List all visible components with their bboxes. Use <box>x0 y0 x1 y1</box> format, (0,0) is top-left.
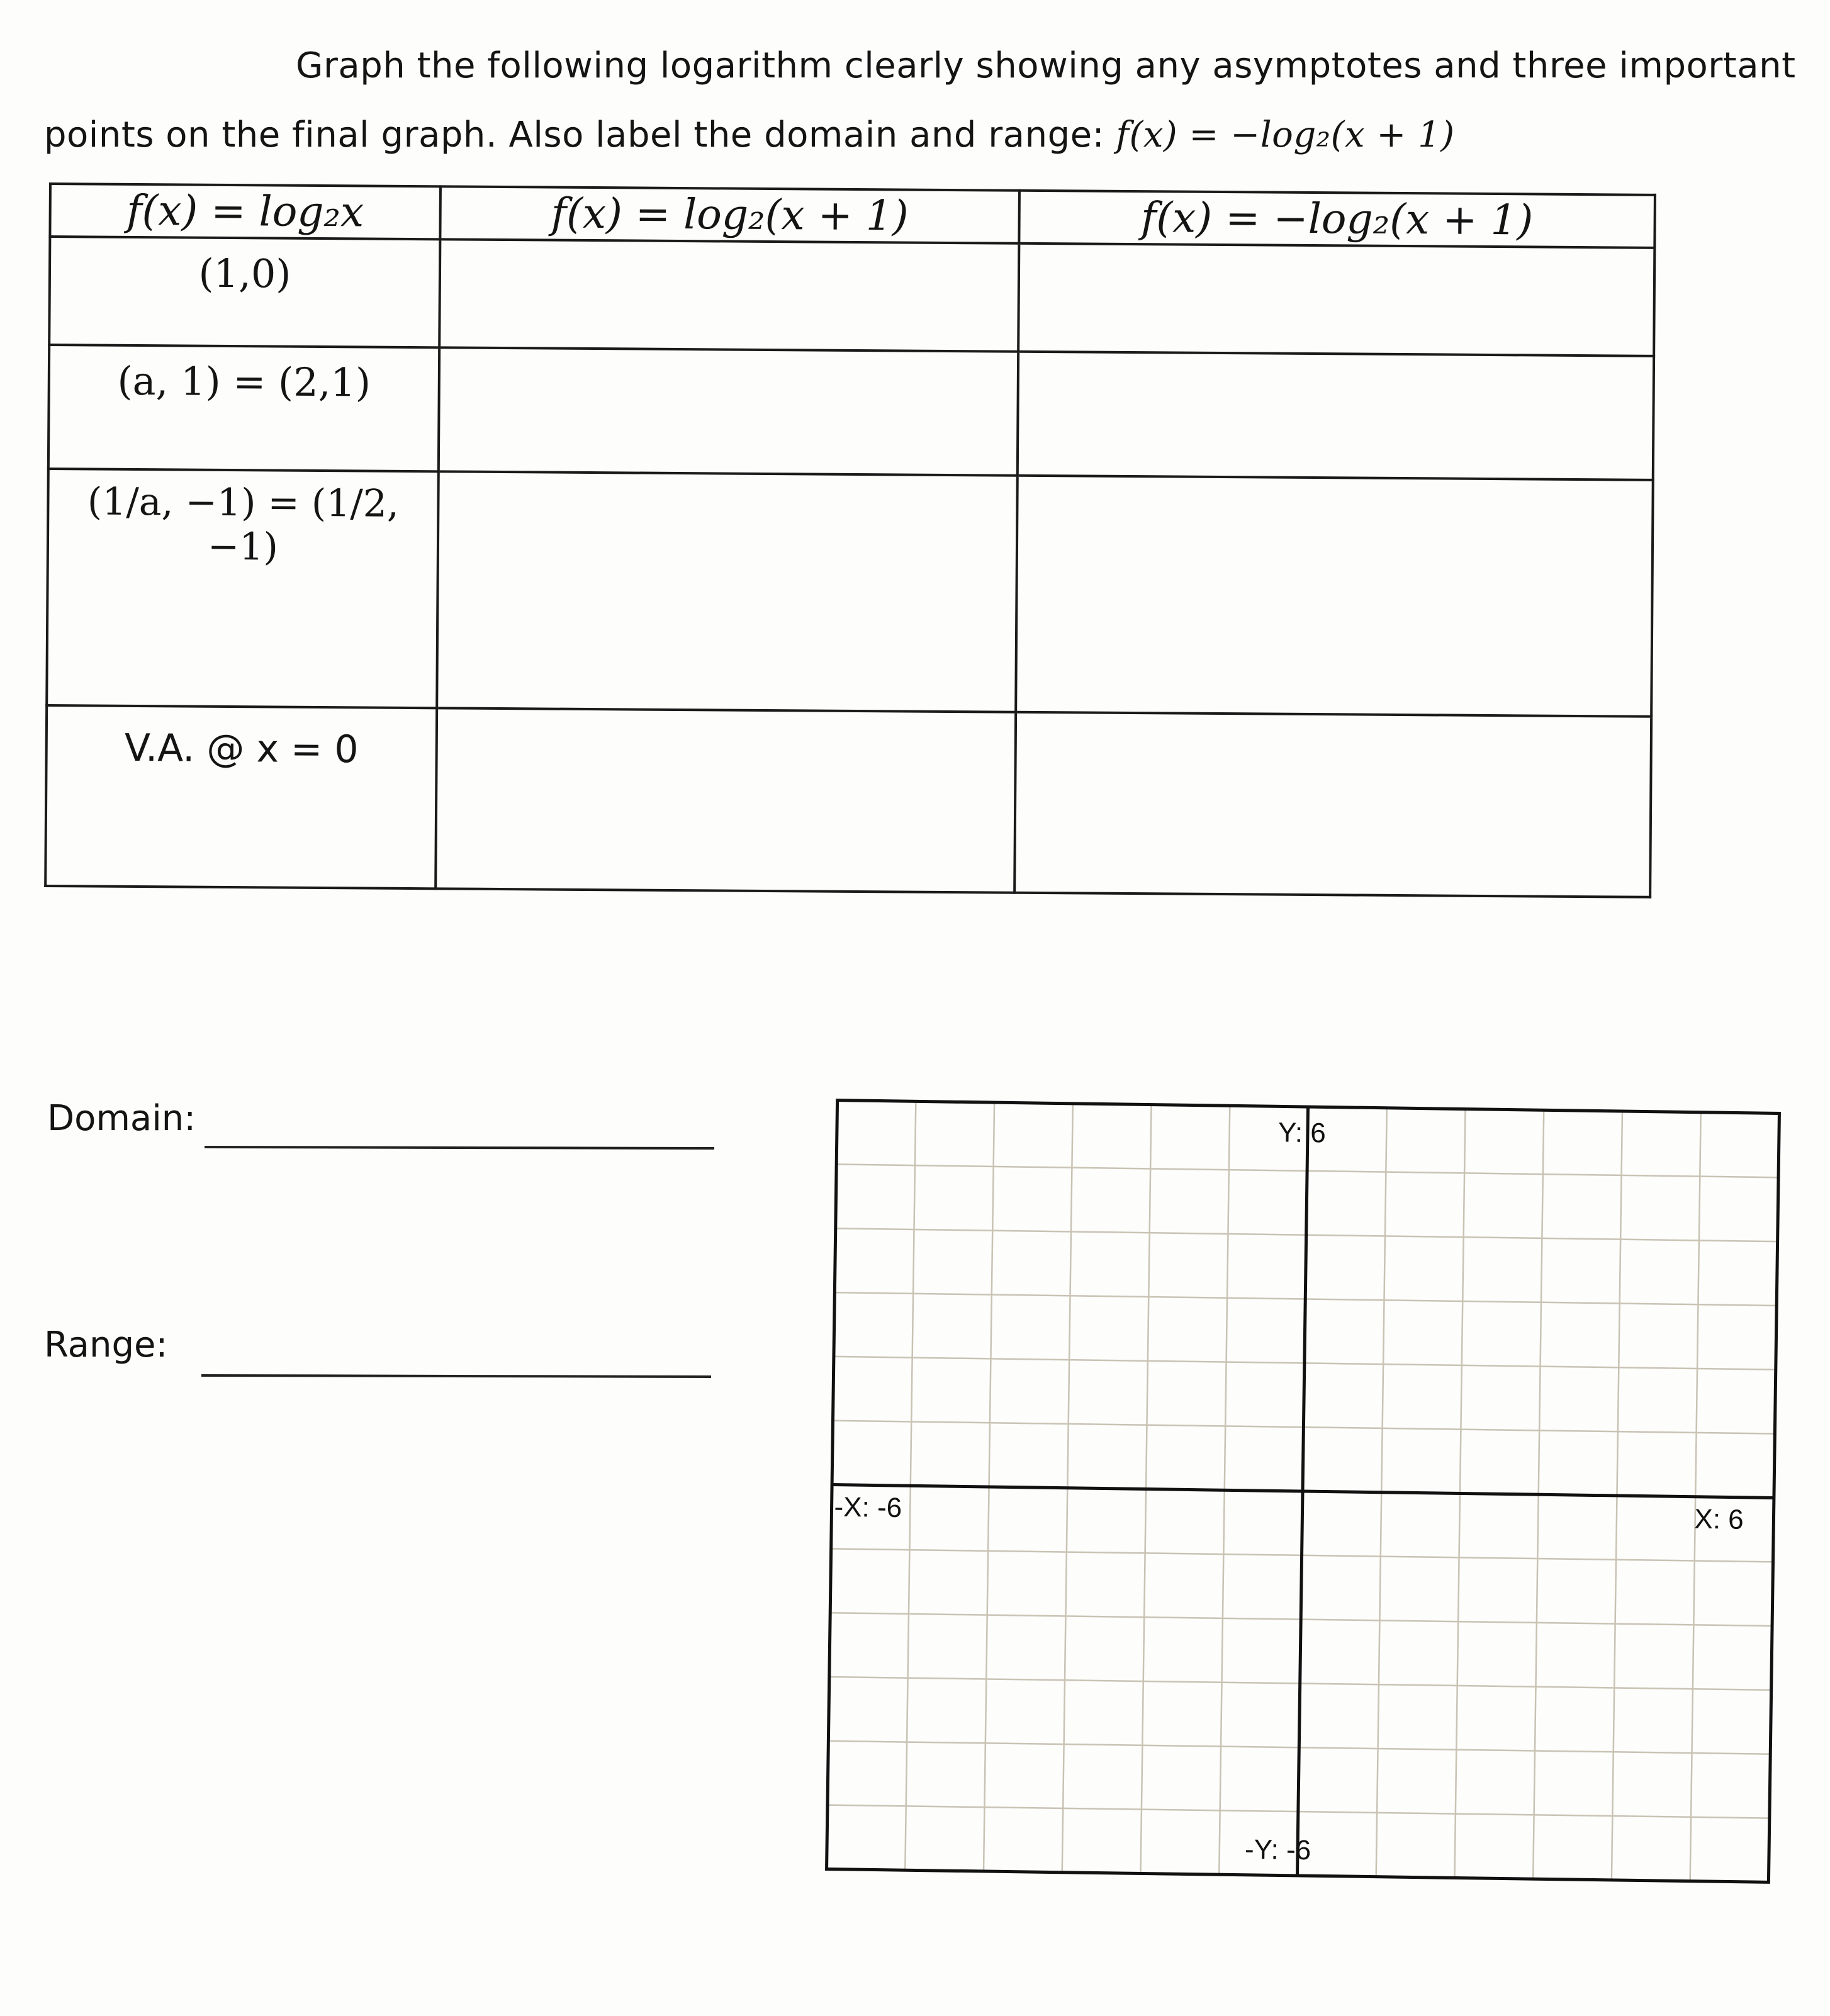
transformation-table <box>44 182 1656 899</box>
answer-cell-point-3-reflected[interactable] <box>1016 476 1653 717</box>
answer-cell-point-2-shifted[interactable] <box>439 347 1018 476</box>
domain-label: Domain: <box>47 1098 196 1139</box>
table-row <box>48 345 1654 481</box>
vertical-asymptote-text: V.A. @ x = 0 <box>124 726 359 772</box>
cell-point-2 <box>48 345 439 472</box>
x-max-label: X: 6 <box>1694 1503 1744 1535</box>
header-shifted-function: f(x) = log₂(x + 1) <box>440 186 1019 243</box>
instructions-line-2-text: points on the final graph. Also label the domain and range: <box>44 115 1116 155</box>
table-row <box>47 469 1653 717</box>
cell-point-3 <box>47 469 439 708</box>
coordinate-grid[interactable] <box>824 1098 1782 1885</box>
cell-point-1 <box>49 237 440 347</box>
answer-cell-point-1-reflected[interactable] <box>1018 244 1654 356</box>
x-min-label: -X: -6 <box>834 1491 902 1524</box>
table-row <box>49 237 1654 356</box>
answer-cell-point-1-shifted[interactable] <box>439 239 1019 351</box>
answer-cell-point-2-reflected[interactable] <box>1018 351 1654 480</box>
header-reflected-function: f(x) = −log₂(x + 1) <box>1019 191 1655 248</box>
y-max-label: Y: 6 <box>1277 1117 1327 1149</box>
header-parent-function: f(x) = log₂x <box>50 184 441 239</box>
range-label: Range: <box>44 1324 168 1365</box>
instructions-formula: f(x) = −log₂(x + 1) <box>1116 115 1455 155</box>
cell-vertical-asymptote <box>45 705 437 888</box>
coordinate-grid-svg[interactable] <box>824 1098 1782 1885</box>
instructions <box>44 31 1825 170</box>
point-2-text: (a, 1) = (2,1) <box>117 357 371 406</box>
y-min-label: -Y: -6 <box>1244 1834 1311 1866</box>
domain-answer-line[interactable] <box>205 1146 714 1150</box>
answer-cell-asymptote-reflected[interactable] <box>1014 712 1651 897</box>
instructions-line-2 <box>44 101 1825 170</box>
answer-cell-point-3-shifted[interactable] <box>437 472 1018 712</box>
answer-cell-asymptote-shifted[interactable] <box>435 708 1016 893</box>
point-1-text: (1,0) <box>198 250 291 297</box>
range-answer-line[interactable] <box>201 1374 711 1378</box>
instructions-line-1: Graph the following logarithm clearly showing any asymptotes and three important <box>296 45 1796 86</box>
point-3-text: (1/a, −1) = (1/2, −1) <box>87 479 400 570</box>
table-row <box>45 705 1651 897</box>
